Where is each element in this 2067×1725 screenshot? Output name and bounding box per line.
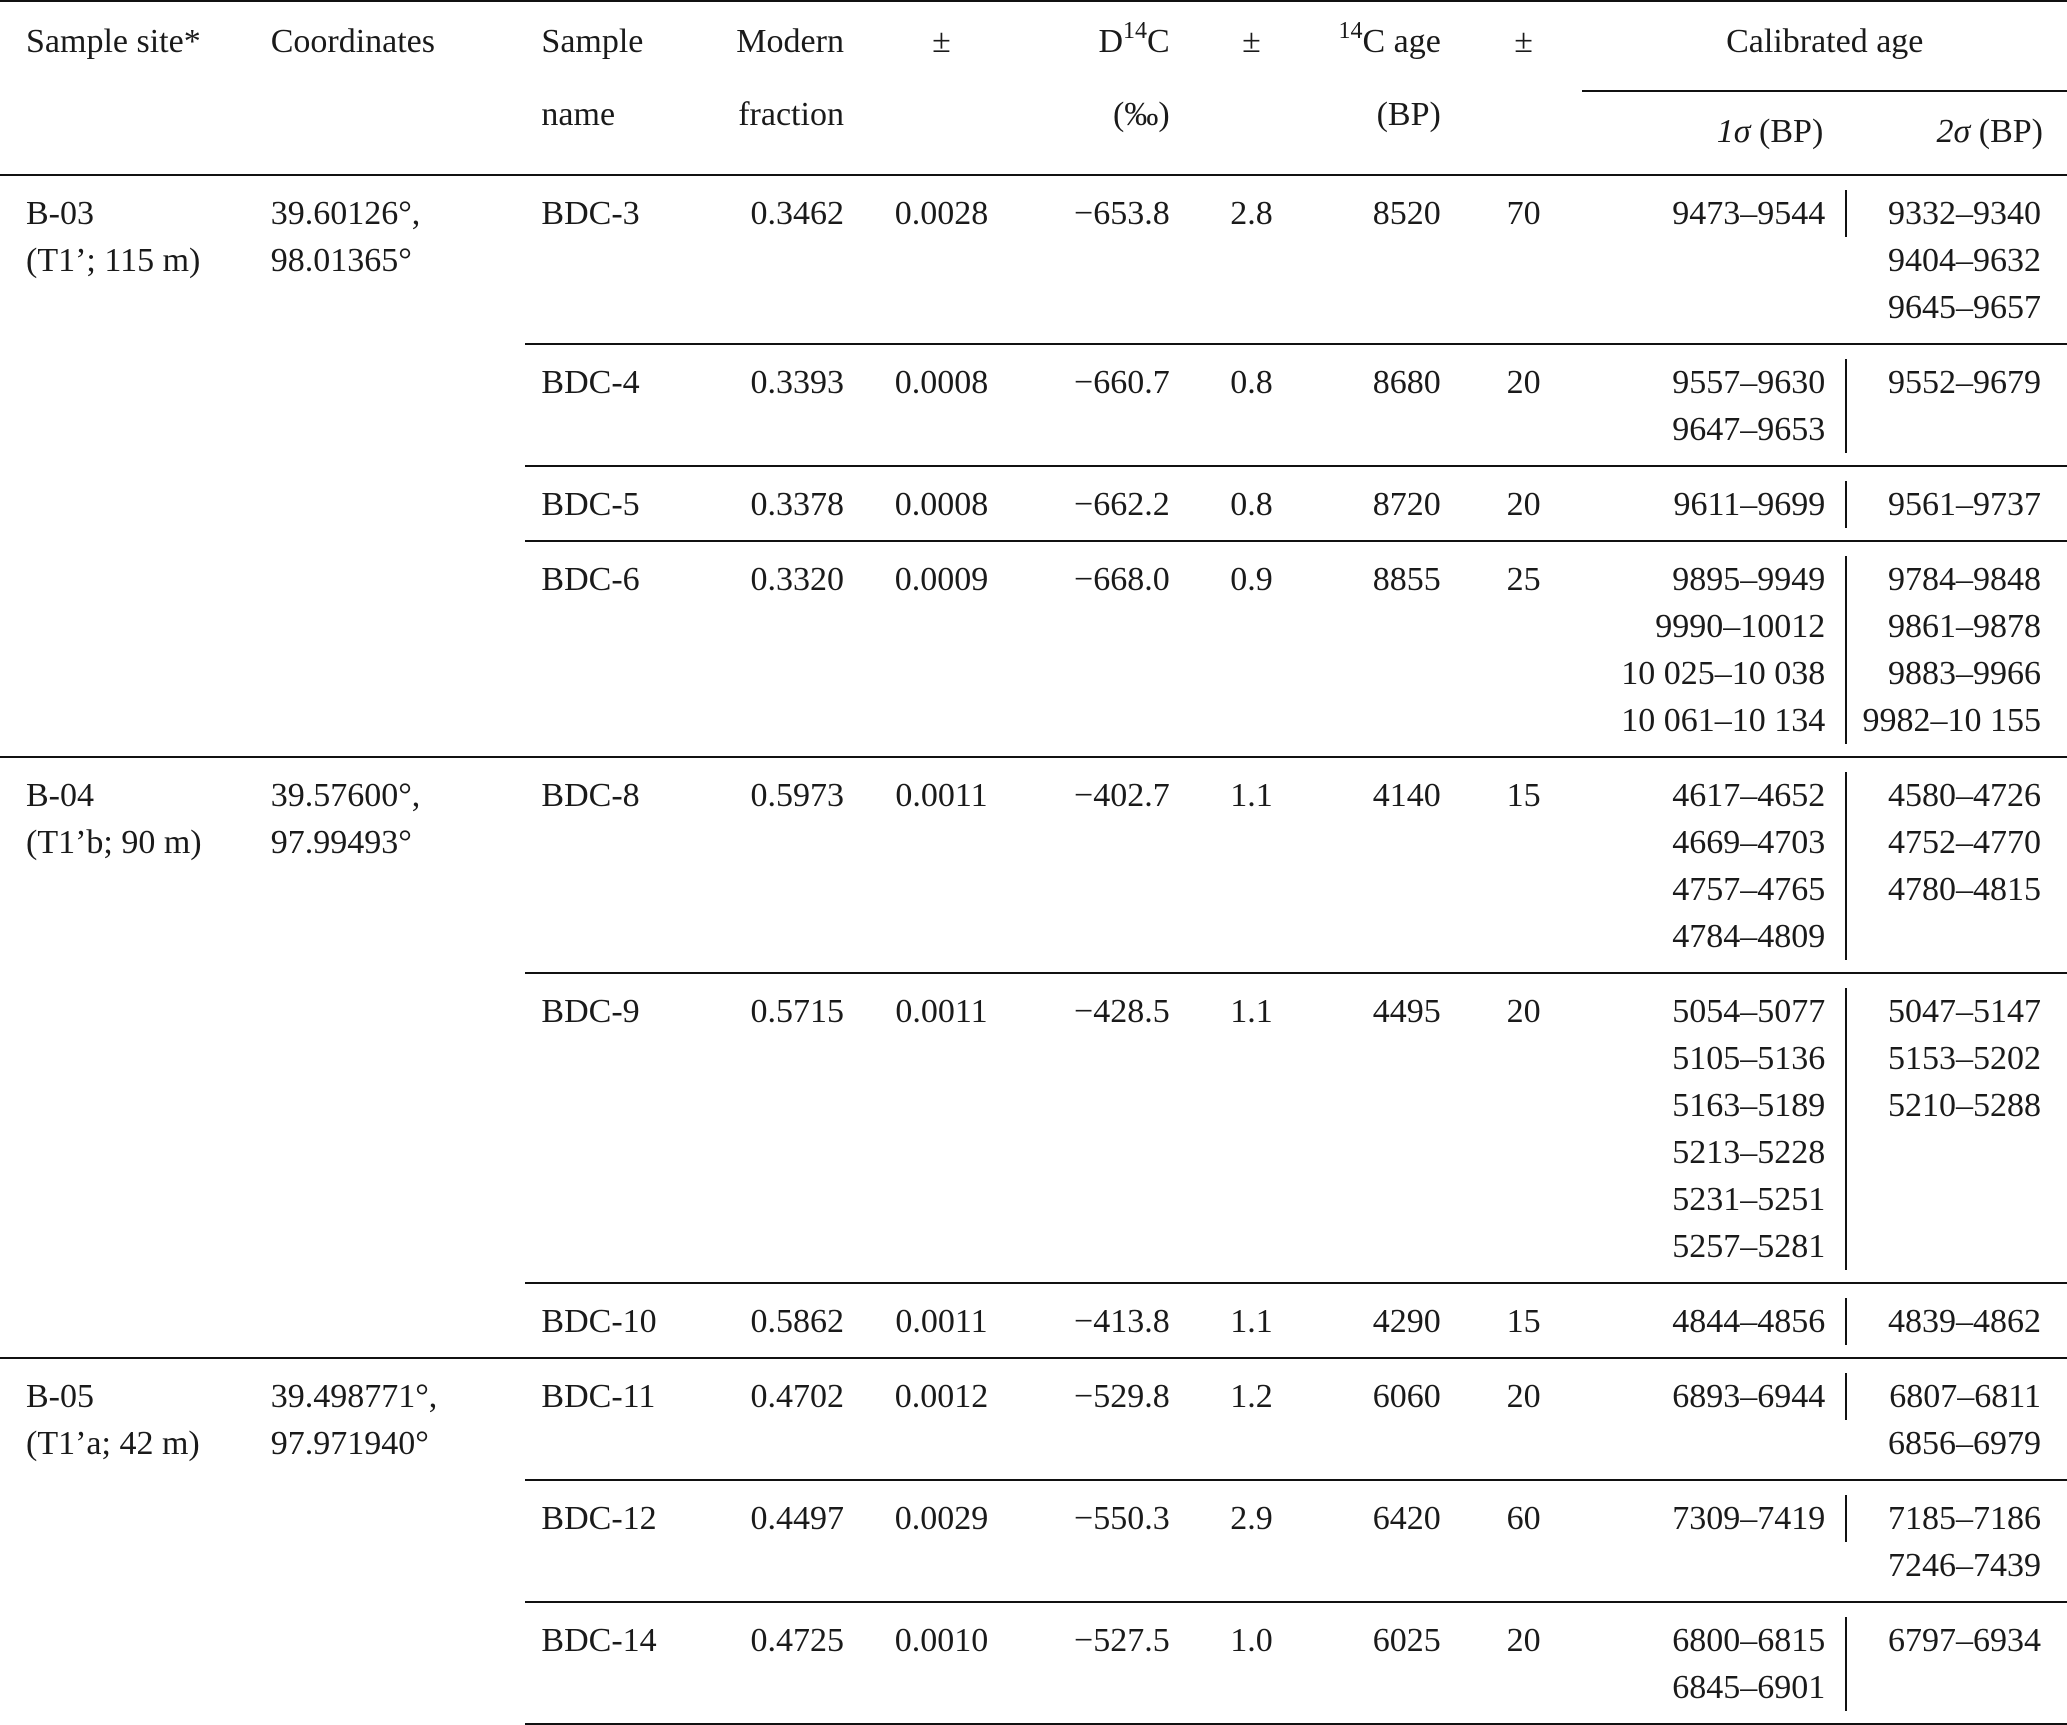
sample-name: BDC-3 bbox=[525, 175, 714, 344]
modern-fraction-error: 0.0029 bbox=[868, 1480, 1015, 1602]
header-d14c-suffix: C bbox=[1147, 23, 1170, 60]
calibrated-1sigma-range: 4617–4652 bbox=[1672, 777, 1826, 814]
c14-age-error: 20 bbox=[1465, 466, 1583, 541]
modern-fraction: 0.5973 bbox=[715, 757, 868, 973]
calibrated-1sigma-range: 10 061–10 134 bbox=[1621, 702, 1826, 739]
calibrated-2sigma-range: 5210–5288 bbox=[1888, 1087, 2041, 1124]
calibrated-2sigma-range: 9883–9966 bbox=[1888, 655, 2041, 692]
header-blank-site bbox=[0, 91, 263, 175]
calibrated-2sigma-range: 9645–9657 bbox=[1888, 289, 2041, 326]
modern-fraction: 0.3378 bbox=[715, 466, 868, 541]
d14c-value: −428.5 bbox=[1015, 973, 1194, 1283]
header-blank-pm1 bbox=[868, 91, 1015, 175]
d14c-error: 1.1 bbox=[1194, 973, 1310, 1283]
coordinates-cell bbox=[263, 1358, 526, 1724]
header-1sigma-unit: (BP) bbox=[1759, 113, 1824, 150]
coordinate-latitude: 39.57600°, bbox=[270, 777, 421, 814]
c14-age-error: 15 bbox=[1465, 757, 1583, 973]
table-row bbox=[0, 1358, 2067, 1480]
calibrated-1sigma-list bbox=[1582, 1495, 1847, 1542]
header-1sigma bbox=[1582, 91, 1847, 175]
sample-name: BDC-4 bbox=[525, 344, 714, 466]
sample-name: BDC-6 bbox=[525, 541, 714, 757]
modern-fraction-error: 0.0012 bbox=[868, 1358, 1015, 1480]
header-d14c-unit: (‰) bbox=[1113, 96, 1170, 133]
coordinates-cell bbox=[263, 757, 526, 1358]
table-row bbox=[0, 175, 2067, 344]
calibrated-2sigma-range: 5153–5202 bbox=[1888, 1040, 2041, 1077]
c14-age: 8720 bbox=[1309, 466, 1465, 541]
calibrated-1sigma-range: 5213–5228 bbox=[1672, 1134, 1826, 1171]
calibrated-2sigma-range: 7246–7439 bbox=[1888, 1547, 2041, 1584]
calibrated-2sigma-cell bbox=[1847, 757, 2067, 973]
sample-name: BDC-14 bbox=[525, 1602, 714, 1724]
c14-age: 6025 bbox=[1309, 1602, 1465, 1724]
calibrated-2sigma-cell bbox=[1847, 175, 2067, 344]
calibrated-1sigma-range: 5163–5189 bbox=[1672, 1087, 1826, 1124]
modern-fraction-error: 0.0008 bbox=[868, 466, 1015, 541]
modern-fraction: 0.3320 bbox=[715, 541, 868, 757]
header-1sigma-symbol: 1σ bbox=[1716, 113, 1751, 150]
calibrated-1sigma-range: 9990–10012 bbox=[1655, 608, 1826, 645]
calibrated-1sigma-cell bbox=[1582, 973, 1847, 1283]
sample-name: BDC-9 bbox=[525, 973, 714, 1283]
calibrated-1sigma-range: 9557–9630 bbox=[1672, 364, 1826, 401]
c14-age-error: 15 bbox=[1465, 1283, 1583, 1358]
calibrated-1sigma-cell bbox=[1582, 541, 1847, 757]
d14c-error: 1.1 bbox=[1194, 1283, 1310, 1358]
c14-age: 8520 bbox=[1309, 175, 1465, 344]
d14c-value: −660.7 bbox=[1015, 344, 1194, 466]
c14-age-error: 20 bbox=[1465, 344, 1583, 466]
calibrated-2sigma-range: 9332–9340 bbox=[1888, 195, 2041, 232]
calibrated-2sigma-range: 6856–6979 bbox=[1888, 1425, 2041, 1462]
table-row bbox=[0, 757, 2067, 973]
modern-fraction: 0.5715 bbox=[715, 973, 868, 1283]
header-calibrated-age: Calibrated age bbox=[1582, 1, 2067, 91]
d14c-error: 1.0 bbox=[1194, 1602, 1310, 1724]
c14-age-error: 25 bbox=[1465, 541, 1583, 757]
calibrated-1sigma-cell bbox=[1582, 757, 1847, 973]
header-c14-age-unit: (BP) bbox=[1376, 96, 1441, 133]
d14c-error: 2.8 bbox=[1194, 175, 1310, 344]
calibrated-2sigma-cell bbox=[1847, 1358, 2067, 1480]
c14-age: 8680 bbox=[1309, 344, 1465, 466]
calibrated-1sigma-cell bbox=[1582, 344, 1847, 466]
modern-fraction-error: 0.0009 bbox=[868, 541, 1015, 757]
header-d14c-prefix: D bbox=[1098, 23, 1124, 60]
header-modern-fraction-line2: fraction bbox=[738, 96, 844, 133]
calibrated-1sigma-list bbox=[1582, 1298, 1847, 1345]
calibrated-1sigma-list bbox=[1582, 190, 1847, 237]
calibrated-1sigma-list bbox=[1582, 1617, 1847, 1711]
calibrated-1sigma-range: 9611–9699 bbox=[1673, 486, 1826, 523]
calibrated-1sigma-range: 4757–4765 bbox=[1672, 871, 1826, 908]
calibrated-2sigma-range: 9561–9737 bbox=[1888, 486, 2041, 523]
d14c-error: 2.9 bbox=[1194, 1480, 1310, 1602]
coordinate-longitude: 97.971940° bbox=[270, 1425, 429, 1462]
sample-site-cell bbox=[0, 1358, 263, 1724]
sample-site-detail: (T1’a; 42 m) bbox=[26, 1425, 200, 1462]
header-sample-name-line2: name bbox=[541, 96, 616, 133]
d14c-value: −662.2 bbox=[1015, 466, 1194, 541]
calibrated-1sigma-list bbox=[1582, 481, 1847, 528]
calibrated-1sigma-range: 5054–5077 bbox=[1672, 993, 1826, 1030]
calibrated-2sigma-cell bbox=[1847, 466, 2067, 541]
sample-name: BDC-10 bbox=[525, 1283, 714, 1358]
calibrated-2sigma-range: 7185–7186 bbox=[1888, 1500, 2041, 1537]
calibrated-1sigma-cell bbox=[1582, 175, 1847, 344]
header-blank-coords bbox=[263, 91, 526, 175]
header-2sigma-symbol: 2σ bbox=[1936, 113, 1971, 150]
calibrated-2sigma-range: 6807–6811 bbox=[1889, 1378, 2041, 1415]
calibrated-1sigma-cell bbox=[1582, 1283, 1847, 1358]
header-blank-pm3 bbox=[1465, 91, 1583, 175]
calibrated-2sigma-range: 9861–9878 bbox=[1888, 608, 2041, 645]
d14c-value: −550.3 bbox=[1015, 1480, 1194, 1602]
d14c-value: −413.8 bbox=[1015, 1283, 1194, 1358]
calibrated-1sigma-range: 6845–6901 bbox=[1672, 1669, 1826, 1706]
header-sample-site: Sample site* bbox=[26, 23, 201, 60]
calibrated-2sigma-range: 4752–4770 bbox=[1888, 824, 2041, 861]
d14c-value: −529.8 bbox=[1015, 1358, 1194, 1480]
sample-site-id: B-04 bbox=[26, 777, 94, 814]
sample-name: BDC-8 bbox=[525, 757, 714, 973]
modern-fraction-error: 0.0028 bbox=[868, 175, 1015, 344]
calibrated-2sigma-cell bbox=[1847, 541, 2067, 757]
calibrated-2sigma-range: 5047–5147 bbox=[1888, 993, 2041, 1030]
header-d14c-sup: 14 bbox=[1123, 17, 1148, 44]
sample-name: BDC-5 bbox=[525, 466, 714, 541]
calibrated-1sigma-range: 9473–9544 bbox=[1672, 195, 1826, 232]
modern-fraction-error: 0.0011 bbox=[868, 757, 1015, 973]
calibrated-1sigma-range: 7309–7419 bbox=[1672, 1500, 1826, 1537]
d14c-error: 1.2 bbox=[1194, 1358, 1310, 1480]
calibrated-2sigma-range: 9982–10 155 bbox=[1862, 702, 2041, 739]
d14c-value: −402.7 bbox=[1015, 757, 1194, 973]
modern-fraction-error: 0.0011 bbox=[868, 973, 1015, 1283]
coordinate-latitude: 39.60126°, bbox=[270, 195, 421, 232]
calibrated-2sigma-cell bbox=[1847, 1283, 2067, 1358]
calibrated-2sigma-cell bbox=[1847, 973, 2067, 1283]
calibrated-1sigma-list bbox=[1582, 988, 1847, 1270]
sample-name: BDC-12 bbox=[525, 1480, 714, 1602]
calibrated-1sigma-cell bbox=[1582, 1358, 1847, 1480]
calibrated-1sigma-range: 9647–9653 bbox=[1672, 411, 1826, 448]
c14-age-error: 60 bbox=[1465, 1480, 1583, 1602]
sample-site-detail: (T1’; 115 m) bbox=[26, 242, 201, 279]
calibrated-2sigma-cell bbox=[1847, 1602, 2067, 1724]
header-coordinates: Coordinates bbox=[270, 23, 436, 60]
coordinate-longitude: 97.99493° bbox=[270, 824, 412, 861]
modern-fraction: 0.4725 bbox=[715, 1602, 868, 1724]
d14c-value: −527.5 bbox=[1015, 1602, 1194, 1724]
calibrated-1sigma-range: 5231–5251 bbox=[1672, 1181, 1826, 1218]
calibrated-1sigma-range: 6800–6815 bbox=[1672, 1622, 1826, 1659]
d14c-error: 0.9 bbox=[1194, 541, 1310, 757]
calibrated-1sigma-list bbox=[1582, 772, 1847, 960]
calibrated-1sigma-list bbox=[1582, 1373, 1847, 1420]
d14c-value: −668.0 bbox=[1015, 541, 1194, 757]
d14c-value: −653.8 bbox=[1015, 175, 1194, 344]
header-pm-age: ± bbox=[1514, 23, 1533, 60]
modern-fraction: 0.3462 bbox=[715, 175, 868, 344]
header-row-2 bbox=[0, 91, 2067, 175]
c14-age-error: 20 bbox=[1465, 1358, 1583, 1480]
d14c-error: 0.8 bbox=[1194, 344, 1310, 466]
table-header bbox=[0, 1, 2067, 175]
calibrated-1sigma-list bbox=[1582, 556, 1847, 744]
c14-age-error: 70 bbox=[1465, 175, 1583, 344]
calibrated-2sigma-range: 6797–6934 bbox=[1888, 1622, 2041, 1659]
c14-age: 8855 bbox=[1309, 541, 1465, 757]
coordinates-cell bbox=[263, 175, 526, 757]
calibrated-2sigma-cell bbox=[1847, 344, 2067, 466]
modern-fraction-error: 0.0011 bbox=[868, 1283, 1015, 1358]
c14-age-error: 20 bbox=[1465, 973, 1583, 1283]
calibrated-1sigma-range: 4844–4856 bbox=[1672, 1303, 1826, 1340]
calibrated-1sigma-cell bbox=[1582, 1480, 1847, 1602]
calibrated-2sigma-range: 4780–4815 bbox=[1888, 871, 2041, 908]
header-c14-sup: 14 bbox=[1338, 17, 1363, 44]
modern-fraction: 0.5862 bbox=[715, 1283, 868, 1358]
calibrated-1sigma-range: 10 025–10 038 bbox=[1621, 655, 1826, 692]
modern-fraction: 0.4702 bbox=[715, 1358, 868, 1480]
calibrated-2sigma-range: 4839–4862 bbox=[1888, 1303, 2041, 1340]
calibrated-1sigma-list bbox=[1582, 359, 1847, 453]
calibrated-1sigma-cell bbox=[1582, 466, 1847, 541]
sample-site-cell bbox=[0, 175, 263, 757]
header-c14-age bbox=[1309, 1, 1465, 91]
sample-name: BDC-11 bbox=[525, 1358, 714, 1480]
c14-age: 4290 bbox=[1309, 1283, 1465, 1358]
header-row-1 bbox=[0, 1, 2067, 91]
calibrated-2sigma-cell bbox=[1847, 1480, 2067, 1602]
calibrated-1sigma-range: 4784–4809 bbox=[1672, 918, 1826, 955]
header-pm-fraction: ± bbox=[932, 23, 951, 60]
calibrated-2sigma-range: 9552–9679 bbox=[1888, 364, 2041, 401]
calibrated-2sigma-range: 9404–9632 bbox=[1888, 242, 2041, 279]
modern-fraction: 0.3393 bbox=[715, 344, 868, 466]
sample-site-id: B-03 bbox=[26, 195, 94, 232]
calibrated-2sigma-range: 9784–9848 bbox=[1888, 561, 2041, 598]
header-sample-name-line1: Sample bbox=[541, 23, 644, 60]
modern-fraction-error: 0.0008 bbox=[868, 344, 1015, 466]
c14-age: 4140 bbox=[1309, 757, 1465, 973]
calibrated-1sigma-range: 5257–5281 bbox=[1672, 1228, 1826, 1265]
calibrated-1sigma-range: 9895–9949 bbox=[1672, 561, 1826, 598]
header-pm-d14c: ± bbox=[1242, 23, 1261, 60]
coordinate-longitude: 98.01365° bbox=[270, 242, 412, 279]
d14c-error: 1.1 bbox=[1194, 757, 1310, 973]
table-body bbox=[0, 175, 2067, 1724]
header-2sigma bbox=[1847, 91, 2067, 175]
calibrated-1sigma-range: 6893–6944 bbox=[1672, 1378, 1826, 1415]
coordinate-latitude: 39.498771°, bbox=[270, 1378, 438, 1415]
sample-site-detail: (T1’b; 90 m) bbox=[26, 824, 202, 861]
calibrated-1sigma-range: 4669–4703 bbox=[1672, 824, 1826, 861]
c14-age-error: 20 bbox=[1465, 1602, 1583, 1724]
sample-site-id: B-05 bbox=[26, 1378, 94, 1415]
header-d14c bbox=[1015, 1, 1194, 91]
sample-site-cell bbox=[0, 757, 263, 1358]
c14-age: 6420 bbox=[1309, 1480, 1465, 1602]
c14-age: 4495 bbox=[1309, 973, 1465, 1283]
calibrated-2sigma-range: 4580–4726 bbox=[1888, 777, 2041, 814]
header-modern-fraction-line1: Modern bbox=[736, 23, 844, 60]
header-c14-suffix: C age bbox=[1362, 23, 1441, 60]
calibrated-1sigma-cell bbox=[1582, 1602, 1847, 1724]
modern-fraction: 0.4497 bbox=[715, 1480, 868, 1602]
c14-age: 6060 bbox=[1309, 1358, 1465, 1480]
modern-fraction-error: 0.0010 bbox=[868, 1602, 1015, 1724]
d14c-error: 0.8 bbox=[1194, 466, 1310, 541]
calibrated-1sigma-range: 5105–5136 bbox=[1672, 1040, 1826, 1077]
header-2sigma-unit: (BP) bbox=[1978, 113, 2043, 150]
header-blank-pm2 bbox=[1194, 91, 1310, 175]
